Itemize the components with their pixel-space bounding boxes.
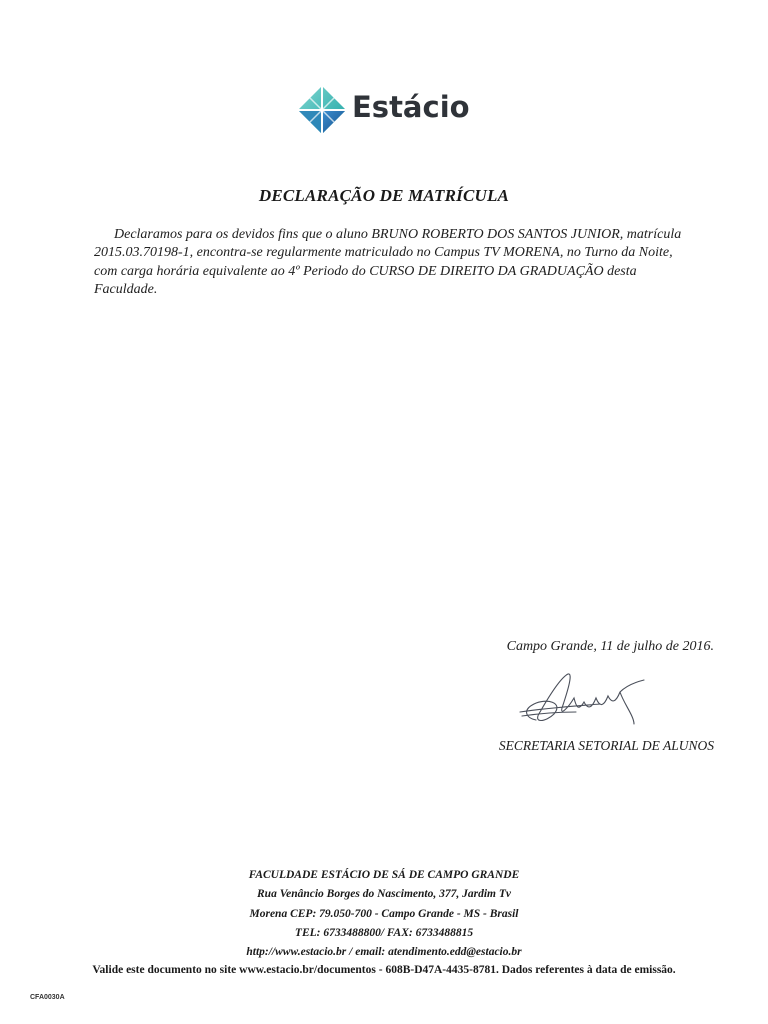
declaration-text: Declaramos para os devidos fins que o aluno BRUNO ROBERTO DOS SANTOS JUNIOR, matrícula 2015.03.70198-1, encontra-se regularmente matriculado no Campus TV MORENA, no Turno da Noite, com carga horária equivalente ao 4º Periodo do CURSO DE DIREITO DA GRADUAÇÃO desta Faculdade. [94, 227, 682, 298]
date-line: Campo Grande, 11 de julho de 2016. [506, 639, 714, 654]
footer-city: Morena CEP: 79.050-700 - Campo Grande - MS - Brasil [249, 907, 519, 920]
signatory-label: SECRETARIA SETORIAL DE ALUNOS [498, 738, 714, 753]
logo-mark-icon [296, 84, 348, 136]
declaration-body [94, 226, 694, 300]
form-code: CFA0030A [30, 994, 65, 1001]
logo-text: Estácio [352, 90, 470, 124]
footer-web-email: http://www.estacio.br / email: atendimento.edd@estacio.br [246, 946, 522, 959]
document-title: DECLARAÇÃO DE MATRÍCULA [258, 186, 510, 205]
estacio-logo [296, 84, 476, 136]
footer-phone: TEL: 6733488800/ FAX: 6733488815 [294, 926, 474, 939]
validation-note: Valide este documento no site www.estacio.br/documentos - 608B-D47A-4435-8781. Dados referentes à data de emissão. [92, 964, 676, 976]
footer-street: Rua Venâncio Borges do Nascimento, 377, Jardim Tv [257, 888, 511, 901]
footer-address [0, 866, 768, 962]
footer-institution: FACULDADE ESTÁCIO DE SÁ DE CAMPO GRANDE [248, 869, 520, 881]
signature-icon [516, 668, 676, 732]
